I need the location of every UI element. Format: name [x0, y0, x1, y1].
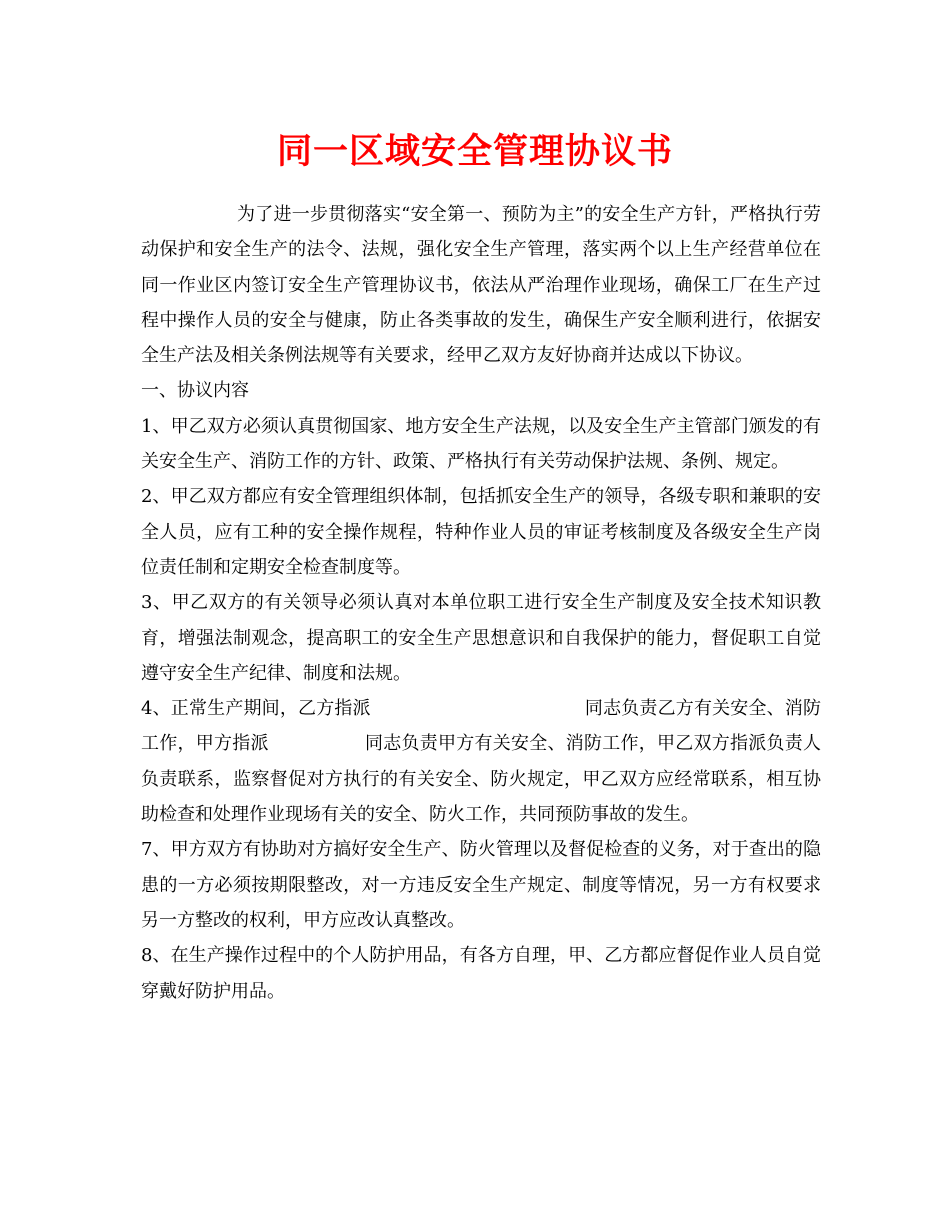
intro-paragraph: 为了进一步贯彻落实“安全第一、预防为主”的安全生产方针，严格执行劳动保护和安全生产的法令、法规，强化安全生产管理，落实两个以上生产经营单位在同一作业区内签订安全生产管理协议书，依法从严治理作业现场，确保工厂在生产过程中操作人员的安全与健康，防止各类事故的发生，确保生产安全顺利进行，依据安全生产法及相关条例法规等有关要求，经甲乙双方友好协商并达成以下协议。 — [141, 204, 821, 367]
document-title: 同一区域安全管理协议书 — [276, 131, 673, 172]
clause-4-text-b: 同志负责乙方有关安全、消防工作，甲方指派 — [141, 698, 822, 755]
clause-8: 8、在生产操作过程中的个人防护用品，有各方自理，甲、乙方都应督促作业人员自觉穿戴好防护用品。 — [141, 945, 821, 1002]
clause-4-text-c: 同志负责甲方有关安全、消防工作，甲乙双方指派负责人负责联系，监察督促对方执行的有关安全、防火规定，甲乙双方应经常联系，相互协助检查和处理作业现场有关的安全、防火工作，共同预防事故的发生。 — [141, 733, 821, 826]
clause-2: 2、甲乙双方都应有安全管理组织体制，包括抓安全生产的领导，各级专职和兼职的安全人员，应有工种的安全操作规程，特种作业人员的审证考核制度及各级安全生产岗位责任制和定期安全检查制度等。 — [141, 486, 821, 578]
clause-1: 1、甲乙双方必须认真贯彻国家、地方安全生产法规，以及安全生产主管部门颁发的有关安全生产、消防工作的方针、政策、严格执行有关劳动保护法规、条例、规定。 — [141, 415, 821, 473]
clause-3: 3、甲乙双方的有关领导必须认真对本单位职工进行安全生产制度及安全技术知识教育，增强法制观念，提高职工的安全生产思想意识和自我保护的能力，督促职工自觉遵守安全生产纪律、制度和法规。 — [141, 592, 821, 684]
document-body — [141, 197, 821, 1009]
clause-4 — [141, 691, 821, 832]
clause-4-text-a: 4、正常生产期间，乙方指派 — [141, 698, 371, 720]
section-heading: 一、协议内容 — [141, 380, 249, 402]
clause-7: 7、甲方双方有协助对方搞好安全生产、防火管理以及督促检查的义务，对于查出的隐患的一方必须按期限整改，对一方违反安全生产规定、制度等情况，另一方有权要求另一方整改的权利，甲方应改认真整改。 — [141, 839, 821, 931]
